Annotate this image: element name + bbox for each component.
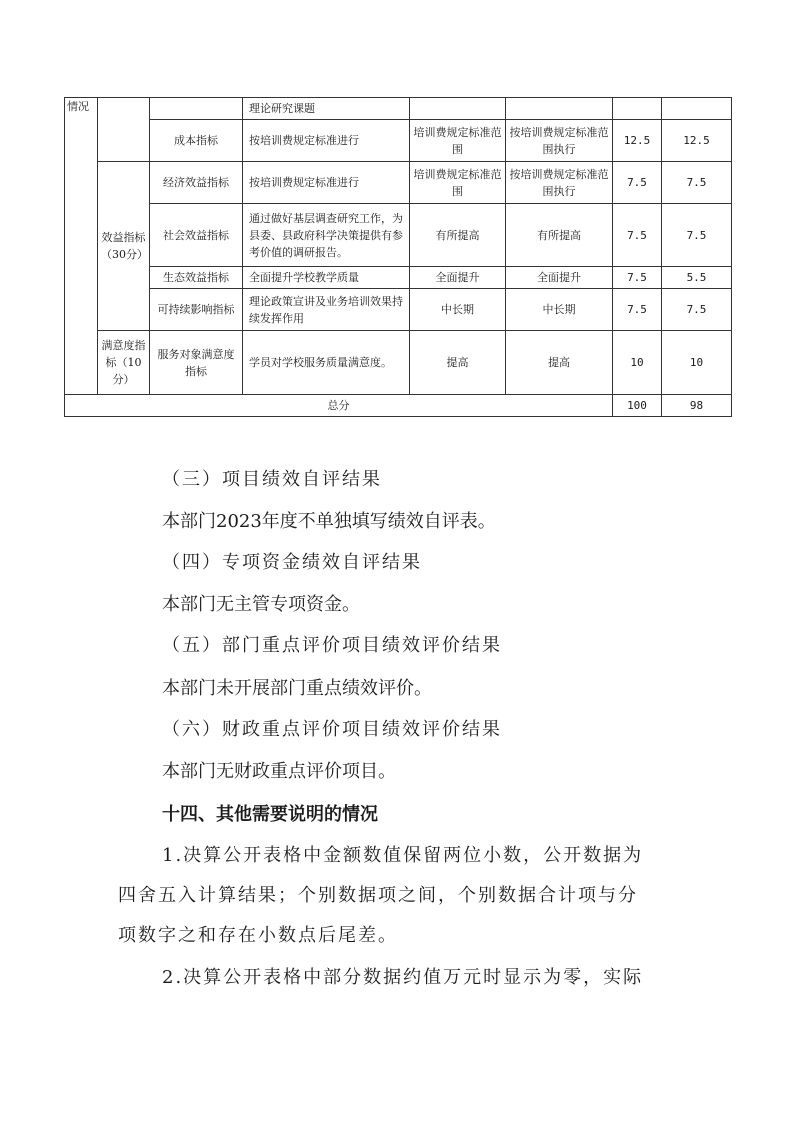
- section-4-heading: （四）专项资金绩效自评结果: [162, 552, 422, 573]
- weight-cell: 7.5: [613, 267, 662, 289]
- actual-cell: 中长期: [506, 289, 613, 331]
- indicator-cell: 服务对象满意度指标: [150, 331, 243, 395]
- value-cell: 理论研究课题: [243, 98, 410, 120]
- table-row: [65, 267, 732, 289]
- paragraph-1-line-3: 项数字之和存在小数点后尾差。: [118, 925, 398, 946]
- group-cell: 情况: [65, 98, 98, 395]
- weight-cell: 7.5: [613, 162, 662, 204]
- actual-cell: 提高: [506, 331, 613, 395]
- score-cell: 12.5: [662, 120, 732, 162]
- weight-cell: 10: [613, 331, 662, 395]
- target-cell: 中长期: [410, 289, 506, 331]
- table-row: [65, 204, 732, 267]
- table-row: [65, 98, 732, 120]
- section-3-heading: （三）项目绩效自评结果: [162, 469, 382, 490]
- actual-cell: [506, 98, 613, 120]
- total-score-cell: 98: [662, 395, 732, 417]
- value-cell: 理论政策宣讲及业务培训效果持续发挥作用: [243, 289, 410, 331]
- paragraph-1-line-1: 1.决算公开表格中金额数值保留两位小数，公开数据为: [162, 845, 644, 866]
- score-cell: 10: [662, 331, 732, 395]
- section-5-body: 本部门未开展部门重点绩效评价。: [162, 678, 432, 699]
- section-5-heading: （五）部门重点评价项目绩效评价结果: [162, 635, 502, 656]
- actual-cell: 按培训费规定标准范围执行: [506, 120, 613, 162]
- section-4-body: 本部门无主管专项资金。: [162, 594, 360, 615]
- value-cell: 通过做好基层调查研究工作，为县委、县政府科学决策提供有参考价值的调研报告。: [243, 204, 410, 267]
- table-row: [65, 120, 732, 162]
- table-row: [65, 289, 732, 331]
- actual-cell: 按培训费规定标准范围执行: [506, 162, 613, 204]
- score-cell: 5.5: [662, 267, 732, 289]
- table-row: [65, 162, 732, 204]
- weight-cell: 7.5: [613, 289, 662, 331]
- indicator-cell: [150, 98, 243, 120]
- subgroup-cell: [98, 98, 150, 162]
- score-cell: 7.5: [662, 289, 732, 331]
- target-cell: 提高: [410, 331, 506, 395]
- indicator-cell: 经济效益指标: [150, 162, 243, 204]
- performance-table: [64, 97, 732, 417]
- total-label-cell: 总分: [65, 395, 613, 417]
- section-6-body: 本部门无财政重点评价项目。: [162, 761, 396, 782]
- score-cell: 7.5: [662, 204, 732, 267]
- score-cell: 7.5: [662, 162, 732, 204]
- paragraph-1-line-2: 四舍五入计算结果；个别数据项之间，个别数据合计项与分: [118, 885, 638, 906]
- weight-cell: 7.5: [613, 204, 662, 267]
- benefit-group-cell: 效益指标（30分）: [98, 162, 150, 331]
- paragraph-2-line-1: 2.决算公开表格中部分数据约值万元时显示为零，实际: [162, 967, 644, 988]
- actual-cell: 全面提升: [506, 267, 613, 289]
- value-cell: 学员对学校服务质量满意度。: [243, 331, 410, 395]
- target-cell: 有所提高: [410, 204, 506, 267]
- target-cell: 培训费规定标准范围: [410, 162, 506, 204]
- weight-cell: [613, 98, 662, 120]
- total-weight-cell: 100: [613, 395, 662, 417]
- value-cell: 按培训费规定标准进行: [243, 120, 410, 162]
- score-cell: [662, 98, 732, 120]
- weight-cell: 12.5: [613, 120, 662, 162]
- actual-cell: 有所提高: [506, 204, 613, 267]
- section-6-heading: （六）财政重点评价项目绩效评价结果: [162, 719, 502, 740]
- indicator-cell: 可持续影响指标: [150, 289, 243, 331]
- target-cell: 培训费规定标准范围: [410, 120, 506, 162]
- indicator-cell: 社会效益指标: [150, 204, 243, 267]
- indicator-cell: 生态效益指标: [150, 267, 243, 289]
- value-cell: 全面提升学校教学质量: [243, 267, 410, 289]
- section-3-body: 本部门2023年度不单独填写绩效自评表。: [162, 511, 496, 532]
- section-14-heading: 十四、其他需要说明的情况: [162, 804, 378, 825]
- table-row: [65, 331, 732, 395]
- value-cell: 按培训费规定标准进行: [243, 162, 410, 204]
- target-cell: [410, 98, 506, 120]
- table-row: [65, 395, 732, 417]
- target-cell: 全面提升: [410, 267, 506, 289]
- indicator-cell: 成本指标: [150, 120, 243, 162]
- satisfaction-group-cell: 满意度指标（10分）: [98, 331, 150, 395]
